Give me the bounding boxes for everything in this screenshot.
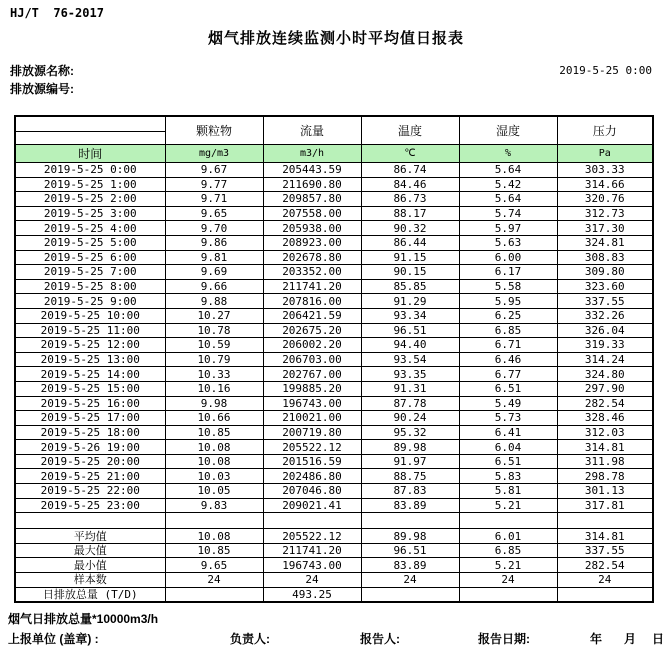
value-cell: 6.46 bbox=[459, 352, 557, 367]
value-cell: 6.25 bbox=[459, 308, 557, 323]
table-row bbox=[15, 323, 653, 338]
value-cell: 205443.59 bbox=[263, 163, 361, 178]
value-cell: 6.77 bbox=[459, 367, 557, 382]
source-name-label: 排放源名称: bbox=[10, 64, 74, 78]
column-header: 温度 bbox=[361, 116, 459, 145]
value-cell: 196743.00 bbox=[263, 558, 361, 573]
table-row bbox=[15, 498, 653, 513]
time-cell: 2019-5-25 4:00 bbox=[15, 221, 165, 236]
value-cell: 324.81 bbox=[557, 235, 653, 250]
value-cell: 5.21 bbox=[459, 558, 557, 573]
time-cell: 2019-5-25 8:00 bbox=[15, 279, 165, 294]
value-cell: 87.78 bbox=[361, 396, 459, 411]
report-date-label: 报告日期: bbox=[478, 632, 530, 646]
column-header: 流量 bbox=[263, 116, 361, 145]
value-cell: 298.78 bbox=[557, 469, 653, 484]
table-row bbox=[15, 484, 653, 499]
value-cell: 83.89 bbox=[361, 558, 459, 573]
table-row bbox=[15, 411, 653, 426]
table-row bbox=[15, 440, 653, 455]
value-cell: 6.01 bbox=[459, 529, 557, 544]
value-cell: 208923.00 bbox=[263, 235, 361, 250]
total-emission-note: 烟气日排放总量*10000m3/h bbox=[8, 612, 159, 626]
value-cell: 85.85 bbox=[361, 279, 459, 294]
time-cell: 2019-5-25 23:00 bbox=[15, 498, 165, 513]
value-cell: 9.88 bbox=[165, 294, 263, 309]
table-row bbox=[15, 235, 653, 250]
time-cell: 2019-5-25 11:00 bbox=[15, 323, 165, 338]
value-cell: 312.73 bbox=[557, 206, 653, 221]
value-cell: 86.73 bbox=[361, 192, 459, 207]
table-row bbox=[15, 250, 653, 265]
table-row bbox=[15, 381, 653, 396]
value-cell: 10.78 bbox=[165, 323, 263, 338]
value-cell: 326.04 bbox=[557, 323, 653, 338]
value-cell: 308.83 bbox=[557, 250, 653, 265]
value-cell: 10.27 bbox=[165, 308, 263, 323]
value-cell: 24 bbox=[263, 573, 361, 588]
value-cell: 90.32 bbox=[361, 221, 459, 236]
value-cell: 199885.20 bbox=[263, 381, 361, 396]
value-cell: 9.81 bbox=[165, 250, 263, 265]
table-row bbox=[15, 396, 653, 411]
value-cell: 10.79 bbox=[165, 352, 263, 367]
unit-cell: mg/m3 bbox=[165, 145, 263, 163]
value-cell: 91.15 bbox=[361, 250, 459, 265]
value-cell bbox=[557, 587, 653, 602]
value-cell: 9.67 bbox=[165, 163, 263, 178]
summary-row bbox=[15, 529, 653, 544]
value-cell: 314.66 bbox=[557, 177, 653, 192]
time-cell: 2019-5-26 19:00 bbox=[15, 440, 165, 455]
value-cell: 337.55 bbox=[557, 543, 653, 558]
value-cell: 314.81 bbox=[557, 529, 653, 544]
unit-cell: ℃ bbox=[361, 145, 459, 163]
unit-cell: Pa bbox=[557, 145, 653, 163]
time-cell: 2019-5-25 22:00 bbox=[15, 484, 165, 499]
unit-header-row bbox=[15, 145, 653, 163]
responsible-person-label: 负责人: bbox=[230, 632, 270, 646]
summary-row bbox=[15, 573, 653, 588]
value-cell: 297.90 bbox=[557, 381, 653, 396]
value-cell: 196743.00 bbox=[263, 396, 361, 411]
time-cell: 2019-5-25 18:00 bbox=[15, 425, 165, 440]
value-cell: 5.63 bbox=[459, 235, 557, 250]
summary-rows bbox=[15, 529, 653, 602]
value-cell: 89.98 bbox=[361, 440, 459, 455]
value-cell: 320.76 bbox=[557, 192, 653, 207]
summary-label-cell: 样本数 bbox=[15, 573, 165, 588]
value-cell: 5.58 bbox=[459, 279, 557, 294]
value-cell: 6.04 bbox=[459, 440, 557, 455]
value-cell: 10.66 bbox=[165, 411, 263, 426]
value-cell: 9.83 bbox=[165, 498, 263, 513]
value-cell: 6.17 bbox=[459, 265, 557, 280]
value-cell: 83.89 bbox=[361, 498, 459, 513]
summary-label-cell: 日排放总量 (T/D) bbox=[15, 587, 165, 602]
value-cell: 323.60 bbox=[557, 279, 653, 294]
spacer-row bbox=[15, 513, 653, 529]
time-cell: 2019-5-25 17:00 bbox=[15, 411, 165, 426]
value-cell: 93.34 bbox=[361, 308, 459, 323]
table-row bbox=[15, 206, 653, 221]
value-cell: 86.74 bbox=[361, 163, 459, 178]
value-cell: 317.30 bbox=[557, 221, 653, 236]
value-cell: 205522.12 bbox=[263, 440, 361, 455]
table-row bbox=[15, 192, 653, 207]
summary-row bbox=[15, 543, 653, 558]
header-divider-line bbox=[16, 131, 165, 132]
value-cell: 9.65 bbox=[165, 558, 263, 573]
time-cell: 2019-5-25 16:00 bbox=[15, 396, 165, 411]
table-row bbox=[15, 294, 653, 309]
table-row bbox=[15, 469, 653, 484]
value-cell: 301.13 bbox=[557, 484, 653, 499]
time-cell: 2019-5-25 6:00 bbox=[15, 250, 165, 265]
value-cell: 10.85 bbox=[165, 543, 263, 558]
value-cell: 10.59 bbox=[165, 338, 263, 353]
value-cell: 6.85 bbox=[459, 543, 557, 558]
value-cell: 309.80 bbox=[557, 265, 653, 280]
value-cell: 211741.20 bbox=[263, 279, 361, 294]
value-cell: 89.98 bbox=[361, 529, 459, 544]
value-cell: 207558.00 bbox=[263, 206, 361, 221]
value-cell: 211741.20 bbox=[263, 543, 361, 558]
value-cell: 24 bbox=[165, 573, 263, 588]
value-cell: 202675.20 bbox=[263, 323, 361, 338]
value-cell: 332.26 bbox=[557, 308, 653, 323]
time-cell: 2019-5-25 1:00 bbox=[15, 177, 165, 192]
time-cell: 2019-5-25 5:00 bbox=[15, 235, 165, 250]
value-cell: 202486.80 bbox=[263, 469, 361, 484]
value-cell: 6.41 bbox=[459, 425, 557, 440]
reporting-unit-label: 上报单位 (盖章) : bbox=[8, 632, 99, 646]
time-cell: 2019-5-25 15:00 bbox=[15, 381, 165, 396]
value-cell: 203352.00 bbox=[263, 265, 361, 280]
value-cell: 24 bbox=[361, 573, 459, 588]
value-cell: 5.42 bbox=[459, 177, 557, 192]
signature-line bbox=[0, 630, 672, 648]
value-cell: 324.80 bbox=[557, 367, 653, 382]
value-cell: 10.08 bbox=[165, 440, 263, 455]
value-cell: 5.73 bbox=[459, 411, 557, 426]
value-cell: 96.51 bbox=[361, 323, 459, 338]
value-cell: 210021.00 bbox=[263, 411, 361, 426]
value-cell: 96.51 bbox=[361, 543, 459, 558]
value-cell: 206421.59 bbox=[263, 308, 361, 323]
value-cell: 10.08 bbox=[165, 529, 263, 544]
value-cell: 211690.80 bbox=[263, 177, 361, 192]
page-title: 烟气排放连续监测小时平均值日报表 bbox=[207, 30, 464, 47]
data-rows bbox=[15, 163, 653, 513]
time-cell: 2019-5-25 9:00 bbox=[15, 294, 165, 309]
table-row bbox=[15, 454, 653, 469]
value-cell: 9.66 bbox=[165, 279, 263, 294]
table-row bbox=[15, 425, 653, 440]
column-header: 压力 bbox=[557, 116, 653, 145]
time-cell: 2019-5-25 20:00 bbox=[15, 454, 165, 469]
value-cell: 207046.80 bbox=[263, 484, 361, 499]
value-cell: 93.35 bbox=[361, 367, 459, 382]
unit-cell: m3/h bbox=[263, 145, 361, 163]
time-cell: 2019-5-25 14:00 bbox=[15, 367, 165, 382]
table-row bbox=[15, 308, 653, 323]
value-cell bbox=[165, 587, 263, 602]
value-cell: 312.03 bbox=[557, 425, 653, 440]
time-cell: 2019-5-25 0:00 bbox=[15, 163, 165, 178]
time-cell: 2019-5-25 2:00 bbox=[15, 192, 165, 207]
value-cell: 9.70 bbox=[165, 221, 263, 236]
blank-header-cell bbox=[15, 116, 165, 145]
value-cell: 87.83 bbox=[361, 484, 459, 499]
value-cell bbox=[361, 587, 459, 602]
value-cell: 88.75 bbox=[361, 469, 459, 484]
value-cell: 24 bbox=[459, 573, 557, 588]
value-cell: 86.44 bbox=[361, 235, 459, 250]
value-cell: 314.81 bbox=[557, 440, 653, 455]
value-cell: 88.17 bbox=[361, 206, 459, 221]
time-cell: 2019-5-25 7:00 bbox=[15, 265, 165, 280]
report-datetime: 2019-5-25 0:00 bbox=[559, 64, 652, 77]
year-label: 年 bbox=[590, 632, 603, 646]
value-cell: 6.51 bbox=[459, 381, 557, 396]
value-cell: 5.81 bbox=[459, 484, 557, 499]
value-cell: 209857.80 bbox=[263, 192, 361, 207]
table-row bbox=[15, 221, 653, 236]
value-cell: 205522.12 bbox=[263, 529, 361, 544]
value-cell: 10.03 bbox=[165, 469, 263, 484]
monitoring-table bbox=[14, 115, 654, 603]
time-cell: 2019-5-25 12:00 bbox=[15, 338, 165, 353]
value-cell: 493.25 bbox=[263, 587, 361, 602]
value-cell: 200719.80 bbox=[263, 425, 361, 440]
value-cell: 95.32 bbox=[361, 425, 459, 440]
value-cell: 6.85 bbox=[459, 323, 557, 338]
value-cell: 5.97 bbox=[459, 221, 557, 236]
summary-label-cell: 最小值 bbox=[15, 558, 165, 573]
value-cell: 311.98 bbox=[557, 454, 653, 469]
value-cell: 314.24 bbox=[557, 352, 653, 367]
value-cell: 10.16 bbox=[165, 381, 263, 396]
column-header: 湿度 bbox=[459, 116, 557, 145]
value-cell: 5.83 bbox=[459, 469, 557, 484]
value-cell: 205938.00 bbox=[263, 221, 361, 236]
table-row bbox=[15, 177, 653, 192]
time-cell: 2019-5-25 10:00 bbox=[15, 308, 165, 323]
value-cell: 9.86 bbox=[165, 235, 263, 250]
value-cell: 5.49 bbox=[459, 396, 557, 411]
table-row bbox=[15, 265, 653, 280]
unit-cell: % bbox=[459, 145, 557, 163]
month-label: 月 bbox=[624, 632, 637, 646]
value-cell: 9.65 bbox=[165, 206, 263, 221]
value-cell: 206703.00 bbox=[263, 352, 361, 367]
summary-label-cell: 平均值 bbox=[15, 529, 165, 544]
standard-code: HJ/T 76-2017 bbox=[10, 6, 104, 20]
value-cell: 5.74 bbox=[459, 206, 557, 221]
summary-label-cell: 最大值 bbox=[15, 543, 165, 558]
time-cell: 2019-5-25 13:00 bbox=[15, 352, 165, 367]
value-cell: 91.97 bbox=[361, 454, 459, 469]
value-cell: 207816.00 bbox=[263, 294, 361, 309]
value-cell bbox=[459, 587, 557, 602]
value-cell: 9.71 bbox=[165, 192, 263, 207]
value-cell: 90.24 bbox=[361, 411, 459, 426]
value-cell: 24 bbox=[557, 573, 653, 588]
time-header-cell: 时间 bbox=[15, 145, 165, 163]
value-cell: 9.77 bbox=[165, 177, 263, 192]
value-cell: 9.69 bbox=[165, 265, 263, 280]
value-cell: 5.95 bbox=[459, 294, 557, 309]
table-row bbox=[15, 338, 653, 353]
value-cell: 91.31 bbox=[361, 381, 459, 396]
value-cell: 202678.80 bbox=[263, 250, 361, 265]
table-row bbox=[15, 352, 653, 367]
value-cell: 94.40 bbox=[361, 338, 459, 353]
value-cell: 93.54 bbox=[361, 352, 459, 367]
table-row bbox=[15, 367, 653, 382]
time-cell: 2019-5-25 21:00 bbox=[15, 469, 165, 484]
day-label: 日 bbox=[652, 632, 665, 646]
value-cell: 10.08 bbox=[165, 454, 263, 469]
value-cell: 9.98 bbox=[165, 396, 263, 411]
table-row bbox=[15, 163, 653, 178]
value-cell: 206002.20 bbox=[263, 338, 361, 353]
value-cell: 6.71 bbox=[459, 338, 557, 353]
value-cell: 6.00 bbox=[459, 250, 557, 265]
value-cell: 84.46 bbox=[361, 177, 459, 192]
value-cell: 317.81 bbox=[557, 498, 653, 513]
value-cell: 303.33 bbox=[557, 163, 653, 178]
value-cell: 6.51 bbox=[459, 454, 557, 469]
value-cell: 337.55 bbox=[557, 294, 653, 309]
value-cell: 10.05 bbox=[165, 484, 263, 499]
table-row bbox=[15, 279, 653, 294]
value-cell: 319.33 bbox=[557, 338, 653, 353]
summary-row bbox=[15, 587, 653, 602]
source-id-label: 排放源编号: bbox=[10, 82, 74, 96]
value-cell: 328.46 bbox=[557, 411, 653, 426]
value-cell: 10.85 bbox=[165, 425, 263, 440]
value-cell: 282.54 bbox=[557, 396, 653, 411]
value-cell: 201516.59 bbox=[263, 454, 361, 469]
value-cell: 282.54 bbox=[557, 558, 653, 573]
value-cell: 91.29 bbox=[361, 294, 459, 309]
column-header: 颗粒物 bbox=[165, 116, 263, 145]
summary-row bbox=[15, 558, 653, 573]
value-cell: 90.15 bbox=[361, 265, 459, 280]
value-cell: 202767.00 bbox=[263, 367, 361, 382]
value-cell: 5.21 bbox=[459, 498, 557, 513]
value-cell: 10.33 bbox=[165, 367, 263, 382]
value-cell: 5.64 bbox=[459, 192, 557, 207]
value-cell: 209021.41 bbox=[263, 498, 361, 513]
column-header-row bbox=[15, 116, 653, 145]
time-cell: 2019-5-25 3:00 bbox=[15, 206, 165, 221]
value-cell: 5.64 bbox=[459, 163, 557, 178]
reporter-label: 报告人: bbox=[360, 632, 400, 646]
